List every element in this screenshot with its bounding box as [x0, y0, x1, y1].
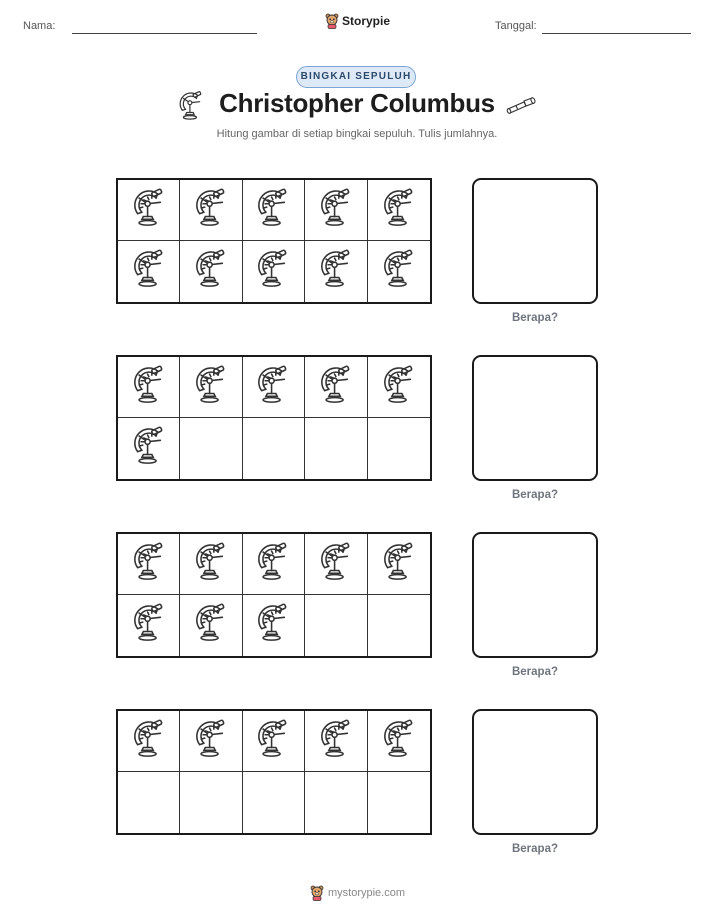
- sextant-icon: [256, 719, 290, 764]
- sextant-icon: [132, 603, 166, 648]
- sextant-icon: [256, 188, 290, 233]
- frame-cell: [368, 711, 430, 772]
- ten-frame-2: [116, 355, 432, 481]
- frame-cell: [305, 711, 367, 772]
- sextant-icon: [256, 365, 290, 410]
- frame-cell: [118, 595, 180, 656]
- ten-frame-1: [116, 178, 432, 304]
- frame-cell: [305, 180, 367, 241]
- frame-cell: [180, 418, 242, 479]
- sextant-icon: [256, 542, 290, 587]
- frame-cell: [118, 711, 180, 772]
- brand-name: Storypie: [342, 14, 391, 28]
- frame-cell: [180, 180, 242, 241]
- frame-cell: [243, 418, 305, 479]
- frame-cell: [118, 241, 180, 302]
- frame-cell: [305, 534, 367, 595]
- frame-cell: [180, 357, 242, 418]
- sextant-icon: [319, 365, 353, 410]
- sextant-icon: [194, 719, 228, 764]
- frame-cell: [118, 418, 180, 479]
- telescope-icon: [505, 95, 537, 115]
- frame-cell: [118, 772, 180, 833]
- name-line[interactable]: [72, 33, 257, 34]
- sextant-icon: [319, 542, 353, 587]
- answer-label-4: Berapa?: [511, 843, 559, 855]
- frame-cell: [180, 595, 242, 656]
- sextant-icon: [132, 719, 166, 764]
- answer-label-3: Berapa?: [511, 666, 559, 678]
- date-line[interactable]: [542, 33, 691, 34]
- instructions: Hitung gambar di setiap bingkai sepuluh. Tulis jumlahnya.: [216, 128, 498, 140]
- sextant-icon: [194, 542, 228, 587]
- frame-cell: [243, 534, 305, 595]
- frame-cell: [368, 180, 430, 241]
- sextant-icon: [132, 542, 166, 587]
- frame-cell: [305, 418, 367, 479]
- frame-cell: [180, 772, 242, 833]
- frame-cell: [243, 357, 305, 418]
- sextant-icon: [319, 249, 353, 294]
- frame-cell: [118, 534, 180, 595]
- sextant-icon: [194, 249, 228, 294]
- frame-cell: [118, 180, 180, 241]
- frame-cell: [180, 241, 242, 302]
- frame-cell: [243, 711, 305, 772]
- sextant-icon: [194, 365, 228, 410]
- sextant-icon: [382, 719, 416, 764]
- frame-cell: [368, 534, 430, 595]
- frame-cell: [368, 241, 430, 302]
- frame-cell: [305, 357, 367, 418]
- sextant-icon: [256, 249, 290, 294]
- sextant-icon: [132, 249, 166, 294]
- answer-box-4[interactable]: [472, 709, 598, 835]
- frame-cell: [243, 241, 305, 302]
- footer: [310, 885, 405, 901]
- sextant-icon: [132, 188, 166, 233]
- sextant-icon: [194, 603, 228, 648]
- sextant-icon: [319, 719, 353, 764]
- answer-box-3[interactable]: [472, 532, 598, 658]
- frame-cell: [305, 241, 367, 302]
- frame-cell: [305, 595, 367, 656]
- sextant-icon: [382, 249, 416, 294]
- sextant-icon: [132, 426, 166, 471]
- frame-cell: [180, 711, 242, 772]
- category-badge: BINGKAI SEPULUH: [296, 66, 416, 88]
- frame-cell: [243, 772, 305, 833]
- frame-cell: [243, 595, 305, 656]
- sextant-icon: [319, 188, 353, 233]
- frame-cell: [118, 357, 180, 418]
- bear-mascot-icon: [310, 885, 324, 901]
- answer-label-2: Berapa?: [511, 489, 559, 501]
- answer-box-2[interactable]: [472, 355, 598, 481]
- date-label: Tanggal:: [495, 20, 537, 32]
- answer-box-1[interactable]: [472, 178, 598, 304]
- page-title: Christopher Columbus: [219, 88, 495, 118]
- sextant-icon: [382, 188, 416, 233]
- brand-logo: [325, 13, 390, 29]
- sextant-icon: [382, 542, 416, 587]
- frame-cell: [368, 418, 430, 479]
- sextant-icon: [132, 365, 166, 410]
- footer-url[interactable]: mystorypie.com: [328, 887, 406, 899]
- ten-frame-3: [116, 532, 432, 658]
- sextant-icon: [256, 603, 290, 648]
- frame-cell: [305, 772, 367, 833]
- bear-mascot-icon: [325, 13, 339, 29]
- frame-cell: [243, 180, 305, 241]
- frame-cell: [368, 772, 430, 833]
- ten-frame-4: [116, 709, 432, 835]
- frame-cell: [180, 534, 242, 595]
- frame-cell: [368, 595, 430, 656]
- answer-label-1: Berapa?: [511, 312, 559, 324]
- sextant-icon: [382, 365, 416, 410]
- name-label: Nama:: [23, 20, 56, 32]
- sextant-icon: [194, 188, 228, 233]
- frame-cell: [368, 357, 430, 418]
